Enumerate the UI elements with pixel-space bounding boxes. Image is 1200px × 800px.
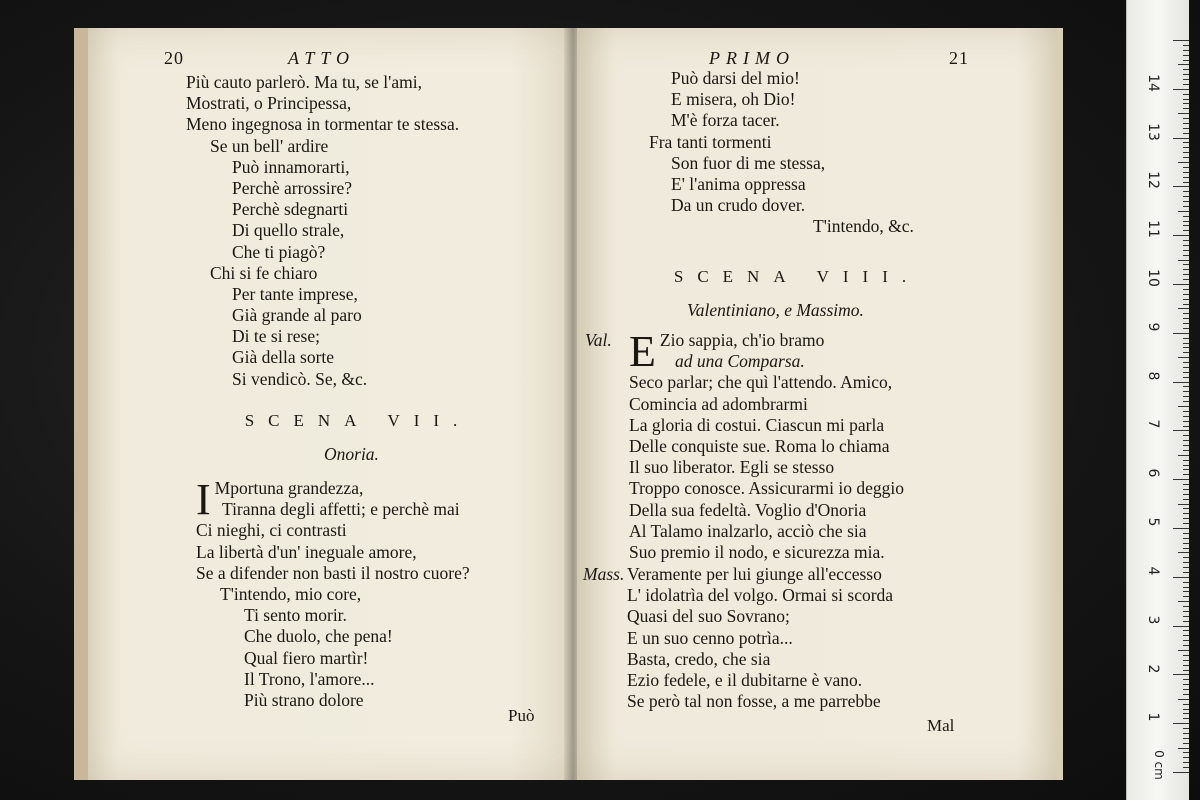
ruler-tick [1183,533,1189,534]
ruler-tick [1183,157,1189,158]
ruler-number: 9 [1145,322,1161,332]
ruler-tick [1173,674,1189,675]
ruler-tick [1183,440,1189,441]
speaker-label: Val. [585,330,612,350]
verse-line: Mportuna grandezza, [214,478,364,498]
ruler-tick [1183,709,1189,710]
ruler-tick [1183,679,1189,680]
ruler-tick [1173,186,1189,187]
verse-line: Veramente per lui giunge all'eccesso [627,564,882,584]
verse-line: Troppo conosce. Assicurarmi io deggio [629,478,904,499]
verse-line: Se però tal non fosse, a me parrebbe [627,691,881,712]
ruler-tick [1183,318,1189,319]
verse-line: Già della sorte [232,347,335,368]
ruler-tick [1183,264,1189,265]
ruler-tick [1173,479,1189,480]
left-scene-verse [196,475,470,711]
verse-line: Più strano dolore [244,689,364,710]
ruler-number: 6 [1145,468,1161,478]
ruler-tick [1183,762,1189,763]
ruler-tick [1183,69,1189,70]
ruler-tick [1183,416,1189,417]
dropcap-letter: E [629,327,656,376]
ruler-tick [1173,40,1189,41]
ruler-tick [1183,557,1189,558]
ruler-tick [1183,591,1189,592]
verse-line: Chi si fe chiaro [210,262,318,283]
ruler-tick [1183,289,1189,290]
ruler-tick [1183,274,1189,275]
ruler-tick [1183,465,1189,466]
ruler-tick [1183,450,1189,451]
verse-line: Basta, credo, che sia [627,648,771,669]
verse-line: Ezio fedele, e il dubitarne è vano. [627,669,863,690]
verse-line: Fra tanti tormenti [649,131,772,152]
ruler-tick [1183,128,1189,129]
ruler-tick [1183,743,1189,744]
verse-line: Delle conquiste sue. Roma lo chiama [629,435,890,456]
ruler-tick [1183,718,1189,719]
ruler-tick [1183,606,1189,607]
verse-line: Son fuor di me stessa, [671,152,826,173]
ruler-tick [1183,133,1189,134]
ruler-tick [1183,445,1189,446]
ruler-tick [1183,386,1189,387]
ruler-tick [1183,177,1189,178]
verse-line: Se un bell' ardire [210,135,329,156]
right-page-number: 21 [949,48,969,68]
ruler-tick [1178,162,1189,163]
verse-line: Di quello strale, [232,220,345,241]
ruler-tick [1183,230,1189,231]
ruler-tick [1183,152,1189,153]
ruler-tick [1173,333,1189,334]
ruler-tick [1173,138,1189,139]
left-page [74,28,585,780]
ruler-tick [1183,582,1189,583]
ruler-tick [1183,401,1189,402]
verse-line: Da un crudo dover. [671,195,806,216]
ruler-tick [1183,572,1189,573]
verse-line: Se a difender non basti il nostro cuore? [196,562,470,583]
ruler-tick [1178,748,1189,749]
ruler-tick [1183,362,1189,363]
verse-line: Più cauto parlerò. Ma tu, se l'ami, [186,72,422,92]
ruler-tick [1173,430,1189,431]
verse-line: Perchè arrossire? [232,177,353,198]
right-top-verse [641,68,914,238]
verse-line: Meno ingegnosa in tormentar te stessa. [186,114,460,135]
ruler-tick [1183,421,1189,422]
verse-line: La gloria di costui. Ciascun mi parla [629,414,885,435]
ruler-tick [1183,689,1189,690]
verse-line: Per tante imprese, [232,283,358,304]
ruler-tick [1183,313,1189,314]
verse-line: Zio sappia, ch'io bramo [659,330,825,350]
ruler-tick [1183,494,1189,495]
ruler-tick [1178,211,1189,212]
verse-line: E' l'anima oppressa [671,173,806,194]
verse-line: T'intendo, mio core, [220,583,362,604]
ruler-tick [1183,596,1189,597]
ruler-tick [1183,328,1189,329]
ruler-tick [1183,142,1189,143]
ruler-tick [1178,455,1189,456]
ruler-tick [1183,50,1189,51]
ruler-tick [1183,733,1189,734]
ruler-tick [1183,240,1189,241]
ruler-tick [1183,411,1189,412]
ruler-tick [1183,269,1189,270]
left-top-verse [186,72,459,390]
speech-valentiniano [629,327,904,563]
ruler-tick [1183,250,1189,251]
ruler-tick [1183,103,1189,104]
ruler-tick [1183,372,1189,373]
ruler-tick [1183,767,1189,768]
ruler-tick [1178,113,1189,114]
ruler-tick [1183,221,1189,222]
ruler-tick [1178,357,1189,358]
ruler-tick [1173,772,1189,773]
ruler-tick [1183,508,1189,509]
verse-line: Mostrati, o Principessa, [186,93,352,114]
ruler-tick [1183,118,1189,119]
ruler-number: 4 [1145,566,1161,576]
ruler-unit-label: 0 cm [1152,750,1166,780]
ruler-tick [1183,147,1189,148]
ruler-tick [1173,284,1189,285]
ruler-tick [1183,123,1189,124]
ruler-tick [1183,499,1189,500]
ruler-tick [1183,474,1189,475]
ruler-tick [1183,99,1189,100]
ruler-tick [1183,55,1189,56]
left-running-head: ATTO [288,48,356,68]
ruler-tick [1183,635,1189,636]
right-page [577,28,1063,780]
ruler-tick [1183,684,1189,685]
ruler-tick [1183,279,1189,280]
ruler-tick [1183,469,1189,470]
verse-line: E un suo cenno potrìa... [627,627,793,648]
ruler-tick [1183,543,1189,544]
ruler-tick [1183,621,1189,622]
ruler-tick [1178,64,1189,65]
ruler-tick [1178,504,1189,505]
speaker-label: Mass. [583,564,625,584]
ruler-number: 5 [1145,517,1161,527]
ruler-tick [1183,255,1189,256]
ruler-tick [1178,308,1189,309]
ruler-tick [1183,377,1189,378]
verse-line: Qual fiero martìr! [244,647,369,668]
ruler-tick [1183,108,1189,109]
ruler-tick [1183,616,1189,617]
ruler-tick [1183,611,1189,612]
verse-line: Ci nieghi, ci contrasti [196,520,347,541]
ruler-tick [1183,74,1189,75]
verse-line: Può innamorarti, [232,156,350,177]
verse-line: L' idolatrìa del volgo. Ormai si scorda [627,585,894,606]
ruler-tick [1173,89,1189,90]
ruler-tick [1183,225,1189,226]
ruler-tick [1183,630,1189,631]
ruler-tick [1178,650,1189,651]
ruler-tick [1183,562,1189,563]
ruler-tick [1183,343,1189,344]
ruler-tick [1183,299,1189,300]
ruler-number: 3 [1145,615,1161,625]
ruler-tick [1183,738,1189,739]
ruler-tick [1183,435,1189,436]
ruler-tick [1183,460,1189,461]
verse-line: Della sua fedeltà. Voglio d'Onoria [629,499,867,520]
ruler-tick [1173,235,1189,236]
scene-characters: Valentiniano, e Massimo. [687,300,864,320]
ruler-tick [1183,216,1189,217]
ruler-tick [1183,426,1189,427]
ruler-tick [1183,60,1189,61]
verse-line: La libertà d'un' ineguale amore, [196,541,417,562]
verse-line: E misera, oh Dio! [671,89,796,110]
ruler-tick [1183,518,1189,519]
ruler-tick [1183,191,1189,192]
stage-direction: ad una Comparsa. [675,351,805,372]
ruler-tick [1183,196,1189,197]
verse-line: Seco parlar; che quì l'attendo. Amico, [629,372,893,393]
ruler-tick [1173,528,1189,529]
ruler-tick [1183,655,1189,656]
verse-line: Che duolo, che pena! [244,626,393,647]
ruler-tick [1183,587,1189,588]
ruler-tick [1183,323,1189,324]
ruler-tick [1183,338,1189,339]
verse-line: Si vendicò. Se, &c. [232,368,368,389]
ruler-tick [1183,489,1189,490]
verse-line: Il suo liberator. Egli se stesso [629,457,835,478]
verse-line: Comincia ad adombrarmi [629,393,808,414]
ruler-tick [1178,552,1189,553]
ruler-tick [1183,670,1189,671]
ruler-number: 8 [1145,371,1161,381]
ruler-tick [1173,382,1189,383]
ruler-number: 10 [1145,269,1161,287]
catchword: Può [508,706,535,725]
ruler-tick [1183,396,1189,397]
verse-line: Può darsi del mio! [671,68,800,88]
ruler-tick [1183,640,1189,641]
verse-line: Di te si rese; [232,326,320,347]
ruler-tick [1183,84,1189,85]
ruler-tick [1178,699,1189,700]
ruler-tick [1183,548,1189,549]
ruler-tick [1178,601,1189,602]
dropcap-letter: I [196,475,211,524]
verse-line: Tiranna degli affetti; e perchè mai [222,499,460,520]
right-running-head: PRIMO [709,48,795,68]
ruler-tick [1173,723,1189,724]
scene-characters: Onoria. [324,444,379,464]
ruler-number: 1 [1145,712,1161,722]
ruler-tick [1183,513,1189,514]
ruler-number: 2 [1145,664,1161,674]
verse-line: Perchè sdegnarti [232,199,349,220]
ruler-tick [1183,752,1189,753]
left-page-number: 20 [164,48,184,68]
open-book [74,28,1064,780]
ruler-tick [1173,626,1189,627]
ruler-number: 13 [1145,123,1161,141]
ruler-tick [1183,538,1189,539]
ruler-tick [1183,484,1189,485]
ruler-tick [1183,304,1189,305]
ruler-tick [1183,347,1189,348]
verse-line: M'è forza tacer. [671,110,780,131]
ruler-tick [1183,45,1189,46]
ruler-tick [1183,367,1189,368]
ruler-number: 7 [1145,419,1161,429]
ruler-tick [1183,294,1189,295]
ruler-tick [1183,94,1189,95]
verse-line: Suo premio il nodo, e sicurezza mia. [629,541,885,562]
ruler-tick [1183,713,1189,714]
ruler-tick [1178,406,1189,407]
speech-massimo [627,564,893,712]
ruler-tick [1183,172,1189,173]
ruler-tick [1183,665,1189,666]
verse-line: Il Trono, l'amore... [244,668,375,689]
ruler-tick [1183,728,1189,729]
ruler-number: 11 [1145,220,1161,238]
ruler-number: 12 [1145,171,1161,189]
ruler-number: 14 [1145,74,1161,92]
ruler-tick [1183,645,1189,646]
verse-line: Già grande al paro [232,305,362,326]
verse-line: T'intendo, &c. [813,216,914,237]
ruler-tick [1183,245,1189,246]
catchword: Mal [927,716,955,735]
scene-heading: SCENA VIII. [673,267,921,286]
ruler-tick [1173,577,1189,578]
ruler-tick [1183,79,1189,80]
ruler-tick [1183,704,1189,705]
ruler-tick [1183,201,1189,202]
ruler-tick [1183,757,1189,758]
ruler-tick [1183,352,1189,353]
ruler-tick [1183,660,1189,661]
verse-line: Quasi del suo Sovrano; [627,606,790,627]
ruler-tick [1183,167,1189,168]
verse-line: Ti sento morir. [244,605,347,626]
ruler-tick [1183,523,1189,524]
ruler-tick [1183,694,1189,695]
ruler-tick [1183,206,1189,207]
ruler-tick [1183,391,1189,392]
ruler-tick [1183,567,1189,568]
scene-heading: SCENA VII. [244,411,472,430]
verse-line: Al Talamo inalzarlo, acciò che sia [629,520,867,541]
ruler-tick [1183,182,1189,183]
measuring-ruler [1126,0,1189,800]
verse-line: Che ti piagò? [232,241,326,262]
ruler-tick [1178,260,1189,261]
